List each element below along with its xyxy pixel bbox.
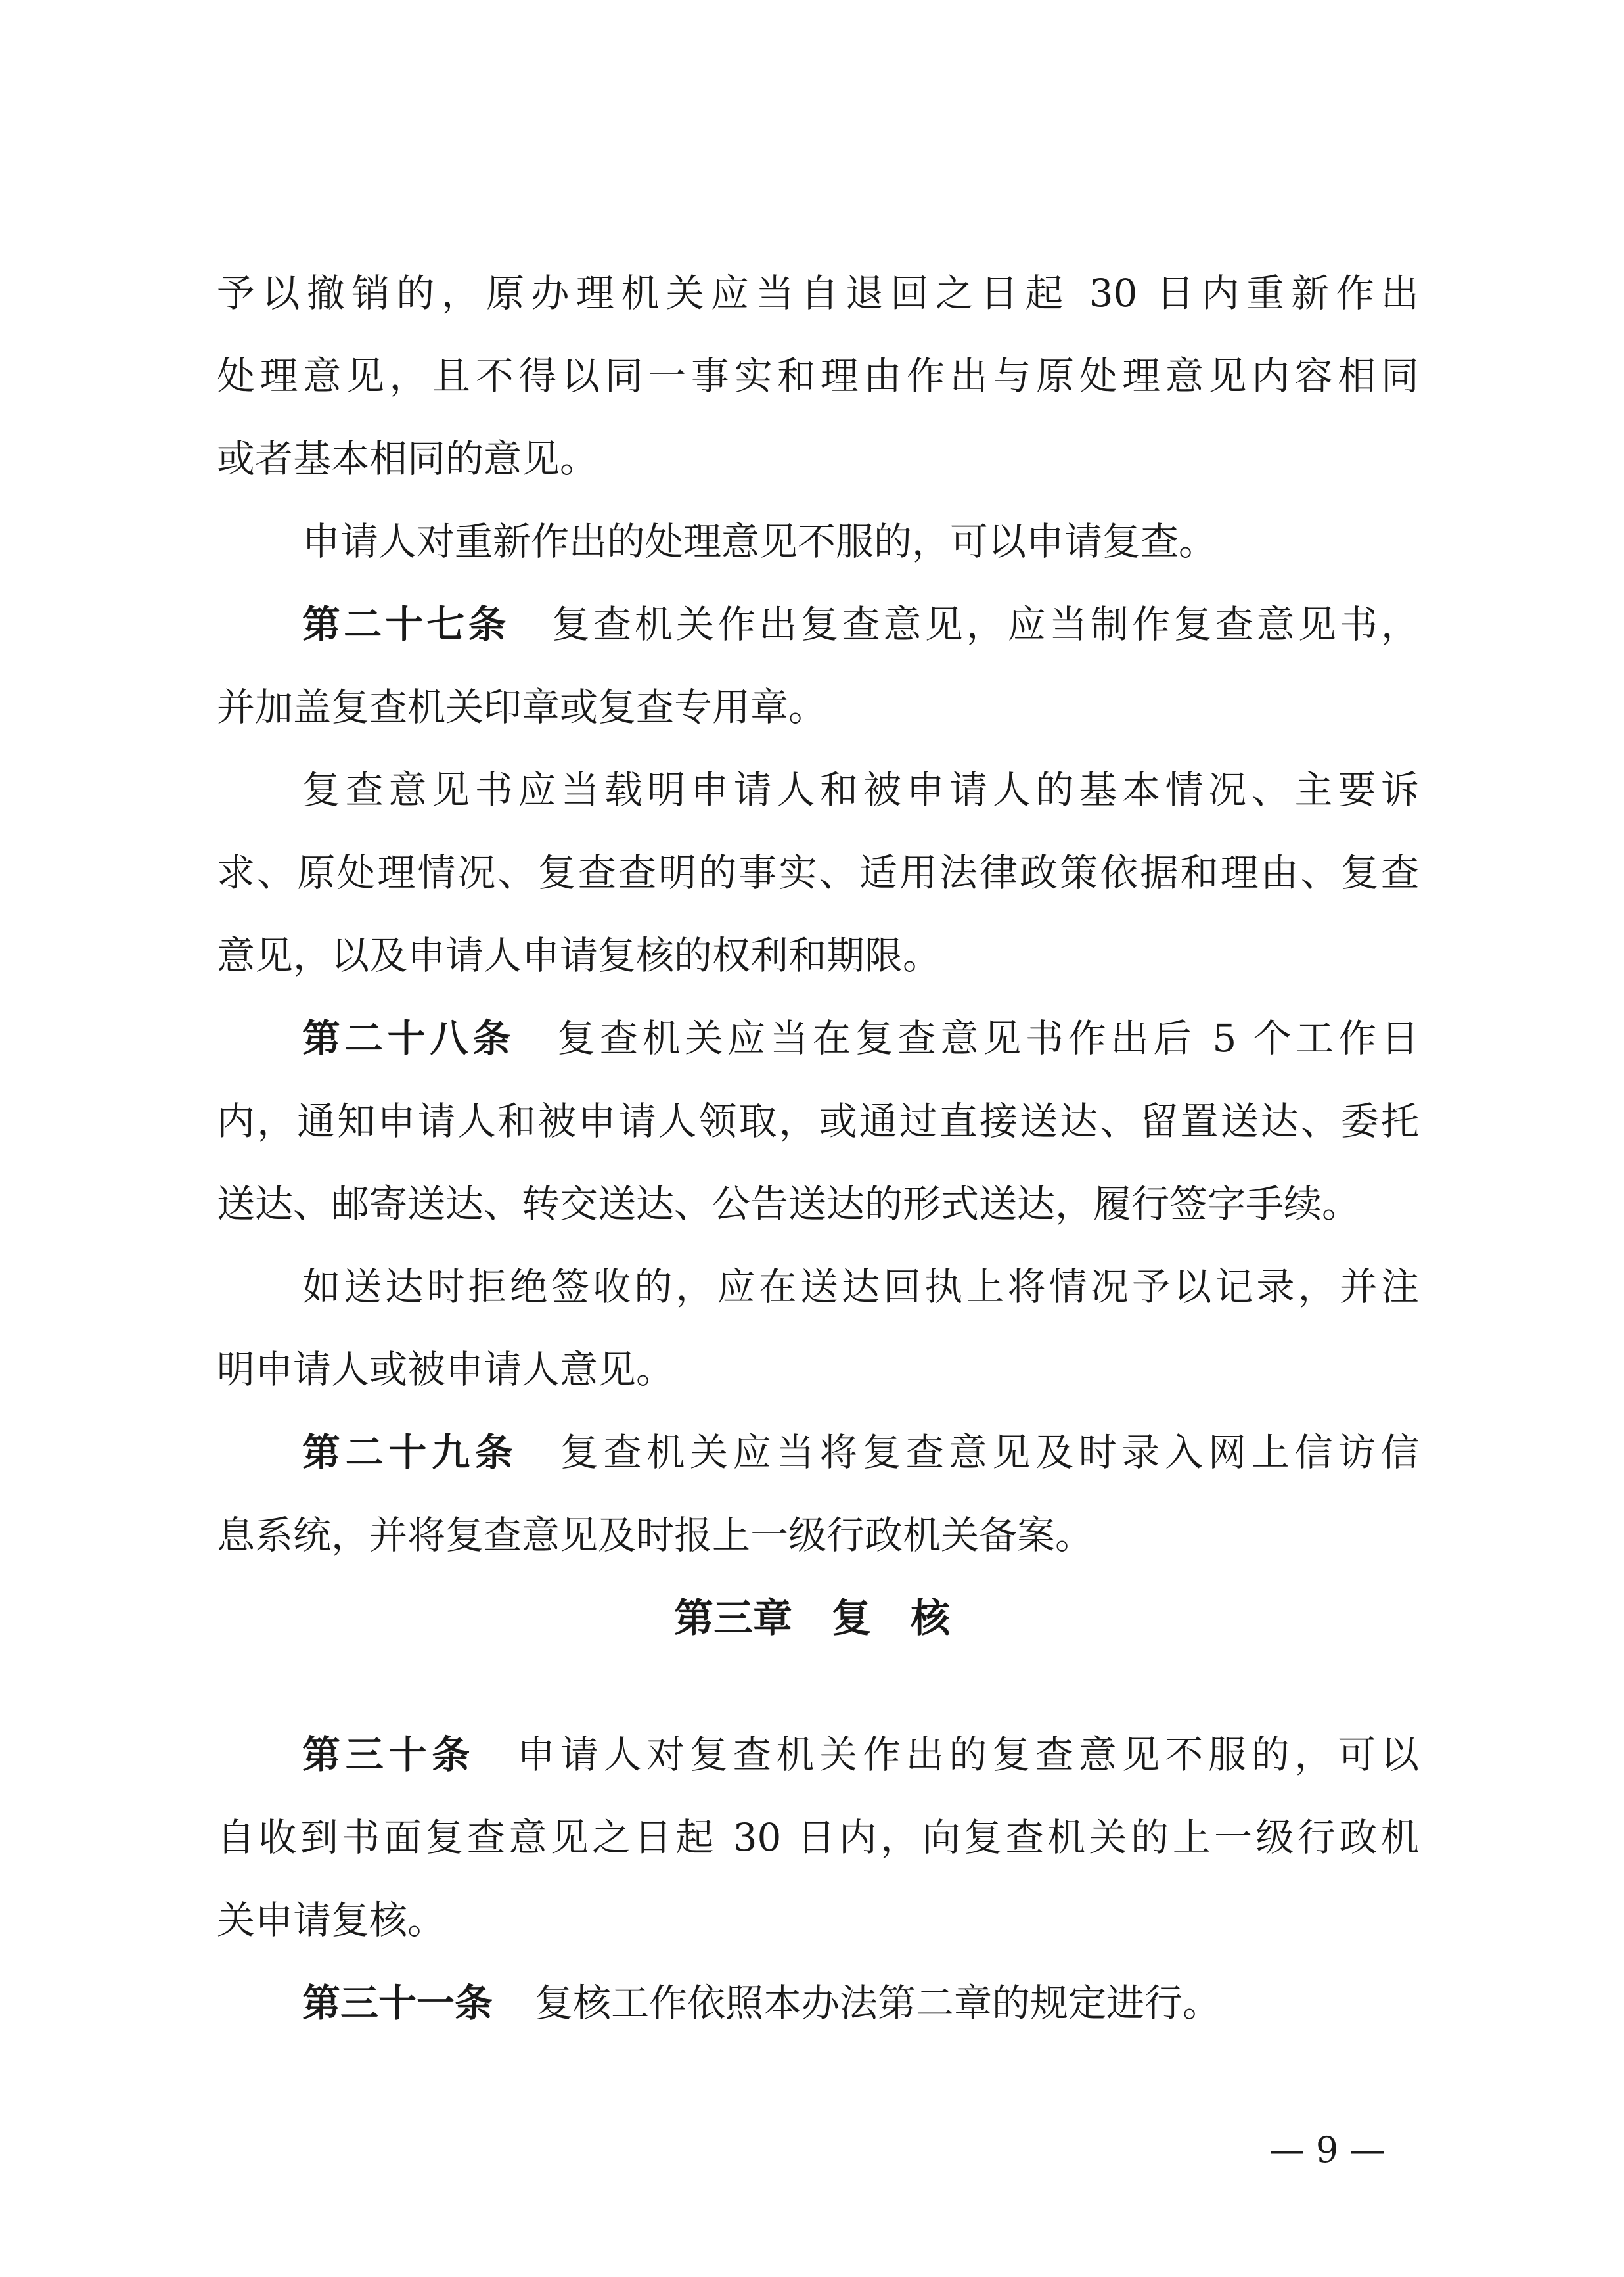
- body-text-line: 求、原处理情况、复查查明的事实、适用法律政策依据和理由、复查: [217, 850, 1419, 895]
- body-text-line: 并加盖复查机关印章或复查专用章。: [217, 685, 827, 729]
- body-text-line: 送达、邮寄送达、转交送达、公告送达的形式送达，履行签字手续。: [217, 1182, 1361, 1226]
- body-text-line: 申请人对重新作出的处理意见不服的，可以申请复查。: [302, 519, 1217, 564]
- article-heading: 第二十七条: [302, 602, 510, 647]
- body-text-line: 复核工作依照本办法第二章的规定进行。: [535, 1981, 1221, 2025]
- body-text-line: 明申请人或被申请人意见。: [217, 1347, 675, 1392]
- body-text-line: 自收到书面复查意见之日起 30 日内，向复查机关的上一级行政机: [217, 1815, 1419, 1860]
- body-text-line: 如送达时拒绝签收的，应在送达回执上将情况予以记录，并注: [302, 1264, 1419, 1309]
- article-heading: 第二十九条: [302, 1430, 518, 1475]
- body-text-line: 申请人对复查机关作出的复查意见不服的，可以: [517, 1732, 1419, 1777]
- article-paragraph-first-line: [302, 1012, 1419, 1065]
- body-text-line: 复查机关应当将复查意见及时录入网上信访信: [560, 1430, 1419, 1475]
- article-heading: 第三十条: [302, 1732, 475, 1777]
- body-text-line: 关申请复核。: [217, 1898, 446, 1943]
- article-heading: 第二十八条: [302, 1016, 516, 1061]
- body-text-line: 予以撤销的，原办理机关应当自退回之日起 30 日内重新作出: [217, 271, 1419, 315]
- article-paragraph-first-line: [302, 598, 1419, 651]
- body-text-line: 处理意见，且不得以同一事实和理由作出与原处理意见内容相同: [217, 354, 1419, 398]
- body-text-line: 或者基本相同的意见。: [217, 436, 598, 481]
- body-text-line: 复查机关应当在复查意见书作出后 5 个工作日: [557, 1016, 1419, 1061]
- article-heading: 第三十一条: [302, 1981, 493, 2025]
- article-paragraph-first-line: [302, 1728, 1419, 1781]
- article-paragraph-first-line: [302, 1977, 1419, 2029]
- body-text-line: 复查意见书应当载明申请人和被申请人的基本情况、主要诉: [302, 768, 1419, 812]
- body-text-line: 内，通知申请人和被申请人领取，或通过直接送达、留置送达、委托: [217, 1099, 1419, 1143]
- body-text-line: 复查机关作出复查意见，应当制作复查意见书，: [551, 602, 1419, 647]
- chapter-title: 第三章 复 核: [674, 1596, 950, 1642]
- body-text-line: 息系统，并将复查意见及时报上一级行政机关备案。: [217, 1513, 1094, 1557]
- body-text-line: 意见，以及申请人申请复核的权利和期限。: [217, 933, 941, 978]
- article-paragraph-first-line: [302, 1426, 1419, 1479]
- page-number: — 9 —: [1269, 2129, 1386, 2171]
